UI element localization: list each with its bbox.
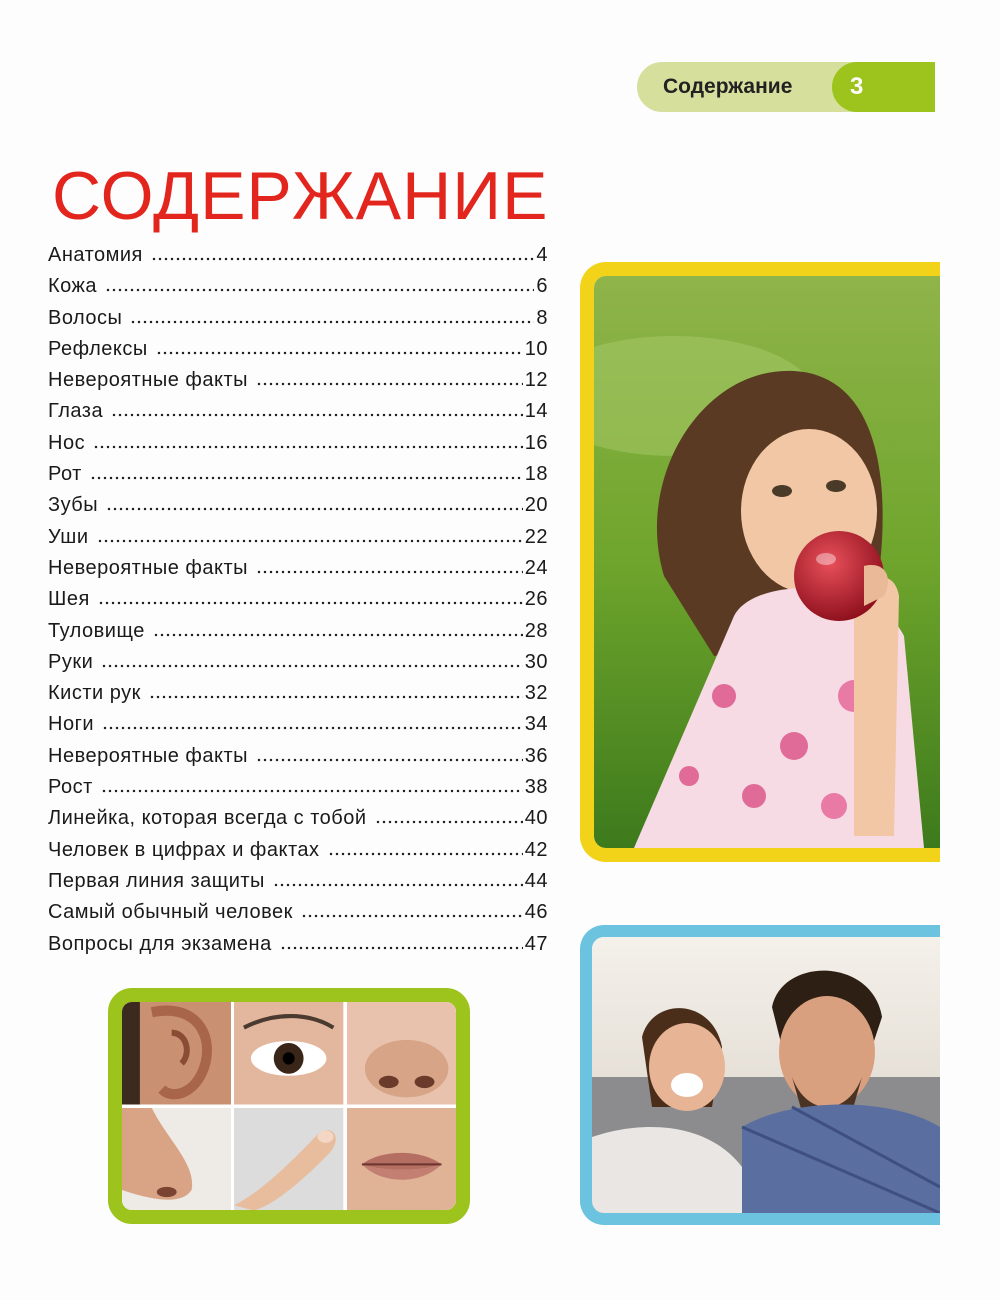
toc-dot-leader [375,820,523,824]
toc-entry [48,682,548,713]
toc-entry [48,776,548,807]
toc-entry [48,651,548,682]
toc-entry-title: Волосы [48,306,123,329]
toc-entry-page: 40 [524,807,548,830]
toc-entry-page: 36 [524,744,548,767]
toc-entry-title: Рефлексы [48,337,148,360]
page-number: 3 [832,62,935,112]
toc-entry [48,244,548,275]
ear-photo [122,1002,231,1105]
toc-dot-leader [149,695,523,699]
toc-dot-leader [301,914,523,918]
toc-entry-page: 47 [524,932,548,955]
toc-entry [48,745,548,776]
toc-dot-leader [90,476,523,480]
toc-entry-page: 32 [524,682,548,705]
section-tab [637,62,935,112]
toc-entry-page: 8 [536,306,548,329]
toc-entry [48,588,548,619]
toc-dot-leader [97,539,523,543]
toc-entry-page: 4 [536,244,548,266]
toc-entry-page: 38 [524,776,548,799]
toc-entry-page: 30 [524,650,548,673]
toc-entry [48,870,548,901]
toc-entry-title: Вопросы для экзамена [48,932,272,955]
toc-entry-title: Невероятные факты [48,556,249,579]
toc-entry-title: Зубы [48,494,99,517]
toc-entry [48,275,548,306]
toc-dot-leader [273,883,523,887]
section-tab-label: Содержание [663,75,793,98]
toc-dot-leader [101,664,522,668]
finger-photo [234,1108,343,1211]
toc-entry-title: Невероятные факты [48,369,249,392]
toc-entry-title: Нос [48,431,86,454]
body-parts-collage [108,988,470,1224]
toc-entry-page: 18 [524,463,548,486]
toc-entry [48,526,548,557]
toc-dot-leader [256,570,523,574]
toc-entry-page: 24 [524,556,548,579]
toc-entry-page: 16 [524,431,548,454]
toc-entry [48,901,548,932]
toc-dot-leader [153,633,523,637]
toc-entry-page: 22 [524,525,548,548]
couple-photo [580,925,940,1225]
toc-entry-page: 12 [524,369,548,392]
toc-entry [48,807,548,838]
toc-entry-page: 20 [524,494,548,517]
toc-dot-leader [151,257,534,261]
toc-entry [48,369,548,400]
toc-entry-title: Первая линия защиты [48,869,265,892]
page-title: СОДЕРЖАНИЕ [52,158,549,234]
nose-photo [347,1002,456,1105]
eye-photo [234,1002,343,1105]
toc-entry-title: Невероятные факты [48,744,249,767]
toc-entry-title: Руки [48,650,94,673]
toc-entry-title: Самый обычный человек [48,901,293,924]
toc-entry-page: 46 [524,901,548,924]
toc-dot-leader [328,852,523,856]
toc-entry [48,933,548,964]
toc-entry-page: 34 [524,713,548,736]
toc-entry-title: Туловище [48,619,145,642]
toc-entry-title: Уши [48,525,89,548]
girl-apple-photo [580,262,940,862]
toc-entry-title: Кисти рук [48,682,141,705]
toc-entry-title: Глаза [48,400,104,423]
toc-entry [48,713,548,744]
toc-entry-title: Человек в цифрах и фактах [48,838,320,861]
toc-entry [48,463,548,494]
toc-entry-title: Рост [48,776,93,799]
table-of-contents [48,244,548,964]
toc-dot-leader [111,413,523,417]
toc-entry-page: 6 [536,275,548,298]
toc-entry [48,494,548,525]
toc-entry-title: Линейка, которая всегда с тобой [48,807,367,830]
toc-dot-leader [106,507,523,511]
lips-photo [347,1108,456,1211]
toc-entry-page: 28 [524,619,548,642]
toc-dot-leader [105,288,534,292]
nose-profile-photo [122,1108,231,1211]
toc-entry-page: 44 [524,869,548,892]
toc-entry-title: Ноги [48,713,95,736]
toc-entry-title: Кожа [48,275,98,298]
toc-dot-leader [93,445,523,449]
toc-entry-page: 14 [524,400,548,423]
toc-entry [48,338,548,369]
toc-dot-leader [256,758,523,762]
toc-dot-leader [98,601,523,605]
toc-dot-leader [156,351,523,355]
toc-entry-page: 42 [524,838,548,861]
toc-dot-leader [256,382,523,386]
toc-entry [48,620,548,651]
toc-entry-page: 26 [524,588,548,611]
toc-entry [48,839,548,870]
toc-entry-title: Анатомия [48,244,143,266]
toc-entry [48,557,548,588]
toc-entry-title: Рот [48,463,82,486]
toc-dot-leader [102,726,523,730]
toc-entry [48,432,548,463]
toc-entry-page: 10 [524,337,548,360]
toc-dot-leader [101,789,523,793]
toc-dot-leader [280,946,523,950]
toc-entry [48,400,548,431]
toc-entry-title: Шея [48,588,90,611]
toc-dot-leader [130,320,534,324]
toc-entry [48,307,548,338]
